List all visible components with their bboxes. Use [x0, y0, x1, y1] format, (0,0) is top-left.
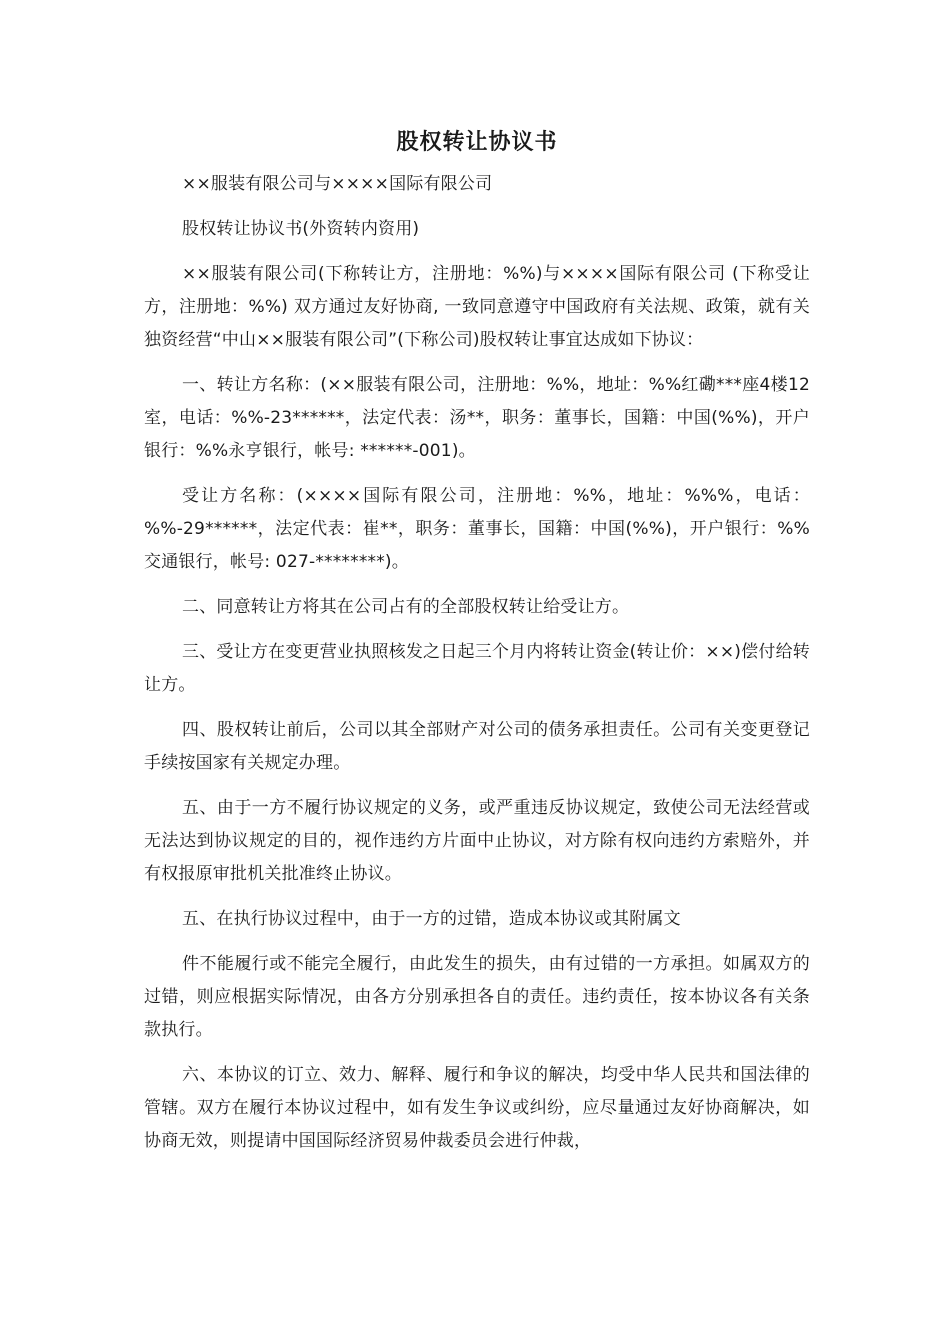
paragraph-preamble: ××服装有限公司(下称转让方，注册地：%%)与××××国际有限公司 (下称受让方，注册地：%%) 双方通过友好协商, 一致同意遵守中国政府有关法规、政策，就有关独资经营“中山××服装有限公司”(下称公司)股权转让事宜达成如下协议：: [144, 264, 810, 350]
paragraph-clause-6: 六、本协议的订立、效力、解释、履行和争议的解决，均受中华人民共和国法律的管辖。双方在履行本协议过程中，如有发生争议或纠纷，应尽量通过友好协商解决，如协商无效，则提请中国国际经济贸易仲裁委员会进行仲裁，: [144, 1065, 810, 1151]
paragraph-clause-4: 四、股权转让前后，公司以其全部财产对公司的债务承担责任。公司有关变更登记手续按国家有关规定办理。: [144, 720, 810, 773]
paragraph-clause-2: 二、同意转让方将其在公司占有的全部股权转让给受让方。: [182, 597, 630, 617]
paragraph-subtitle: 股权转让协议书(外资转内资用): [182, 219, 420, 239]
paragraph-clause-5a: 五、由于一方不履行协议规定的义务，或严重违反协议规定，致使公司无法经营或无法达到协议规定的目的，视作违约方片面中止协议，对方除有权向违约方索赔外，并有权报原审批机关批准终止协议。: [144, 798, 810, 884]
paragraph-clause-5b: 五、在执行协议过程中，由于一方的过错，造成本协议或其附属文: [182, 909, 681, 929]
paragraph-clause-3: 三、受让方在变更营业执照核发之日起三个月内将转让资金(转让价：××)偿付给转让方。: [144, 642, 810, 695]
document-title: 股权转让协议书: [396, 129, 558, 155]
paragraph-transferee: 受让方名称：(××××国际有限公司，注册地：%%，地址：%%%，电话：%%-29******，法定代表：崔**，职务：董事长，国籍：中国(%%)，开户银行：%%交通银行，帐号: 027-********)。: [144, 486, 810, 572]
paragraph-parties: ××服装有限公司与××××国际有限公司: [182, 174, 493, 194]
paragraph-clause-1: 一、转让方名称：(××服装有限公司，注册地：%%，地址：%%红磡***座4楼12室，电话：%%-23******，法定代表：汤**，职务：董事长，国籍：中国(%%)，开户银行：%%永亨银行，帐号: ******-001)。: [144, 375, 810, 461]
paragraph-clause-5b-cont: 件不能履行或不能完全履行，由此发生的损失，由有过错的一方承担。如属双方的过错，则应根据实际情况，由各方分别承担各自的责任。违约责任，按本协议各有关条款执行。: [144, 954, 810, 1040]
document-page: [144, 118, 810, 1170]
